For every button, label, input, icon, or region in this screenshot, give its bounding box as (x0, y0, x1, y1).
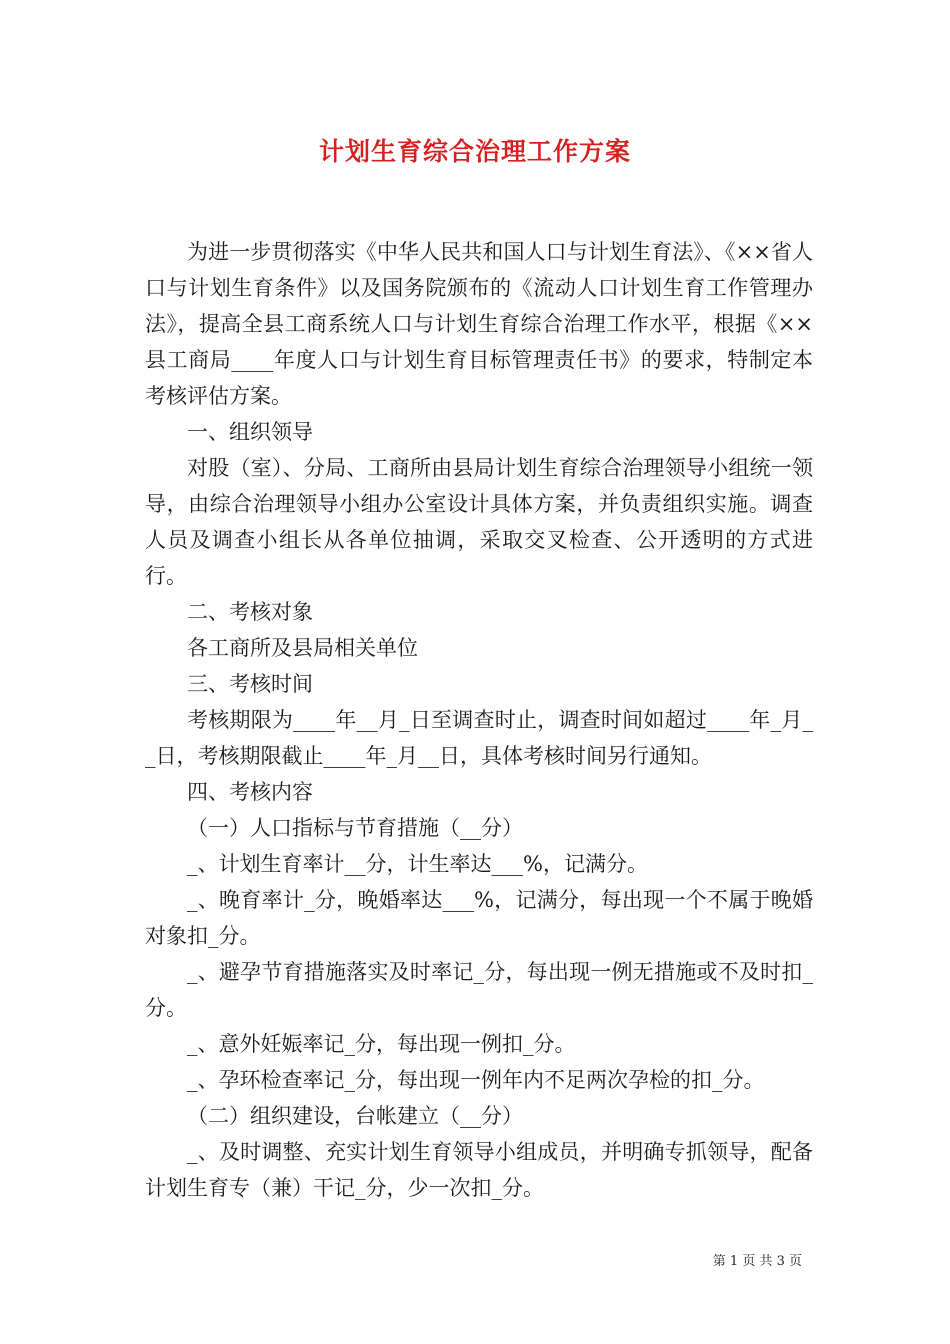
subsection-heading-population: （一）人口指标与节育措施（__分） (187, 816, 523, 840)
list-item: _、及时调整、充实计划生育领导小组成员，并明确专抓领导，配备计划生育专（兼）干记_分，少一次扣_分。 (145, 1140, 813, 1200)
page-number: 第 1 页 共 3 页 (712, 1254, 802, 1269)
paragraph-target: 各工商所及县局相关单位 (187, 636, 418, 660)
list-item: _、计划生育率计__分，计生率达___%，记满分。 (187, 852, 648, 876)
document-body (145, 234, 813, 1206)
paragraph-organization: 对股（室）、分局、工商所由县局计划生育综合治理领导小组统一领导，由综合治理领导小组办公室设计具体方案，并负责组织实施。调查人员及调查小组长从各单位抽调，采取交叉检查、公开透明的方式进行。 (145, 456, 813, 588)
list-item: _、晚育率计_分，晚婚率达___%，记满分，每出现一个不属于晚婚对象扣_分。 (145, 888, 813, 948)
paragraph-intro: 为进一步贯彻落实《中华人民共和国人口与计划生育法》、《××省人口与计划生育条件》以及国务院颁布的《流动人口计划生育工作管理办法》，提高全县工商系统人口与计划生育综合治理工作水平，根据《××县工商局____年度人口与计划生育目标管理责任书》的要求，特制定本考核评估方案。 (145, 240, 813, 408)
subsection-heading-organization-building: （二）组织建设，台帐建立（__分） (187, 1104, 523, 1128)
section-heading-time: 三、考核时间 (187, 672, 313, 696)
list-item: _、意外妊娠率记_分，每出现一例扣_分。 (187, 1032, 576, 1056)
section-heading-target: 二、考核对象 (187, 600, 313, 624)
paragraph-time: 考核期限为____年__月_日至调查时止，调查时间如超过____年_月__日，考核期限截止____年_月__日，具体考核时间另行通知。 (145, 708, 813, 768)
list-item: _、孕环检查率记_分，每出现一例年内不足两次孕检的扣_分。 (187, 1068, 765, 1092)
document-title: 计划生育综合治理工作方案 (318, 137, 631, 166)
section-heading-organization: 一、组织领导 (187, 420, 313, 444)
section-heading-content: 四、考核内容 (187, 780, 313, 804)
list-item: _、避孕节育措施落实及时率记_分，每出现一例无措施或不及时扣_分。 (145, 960, 813, 1020)
